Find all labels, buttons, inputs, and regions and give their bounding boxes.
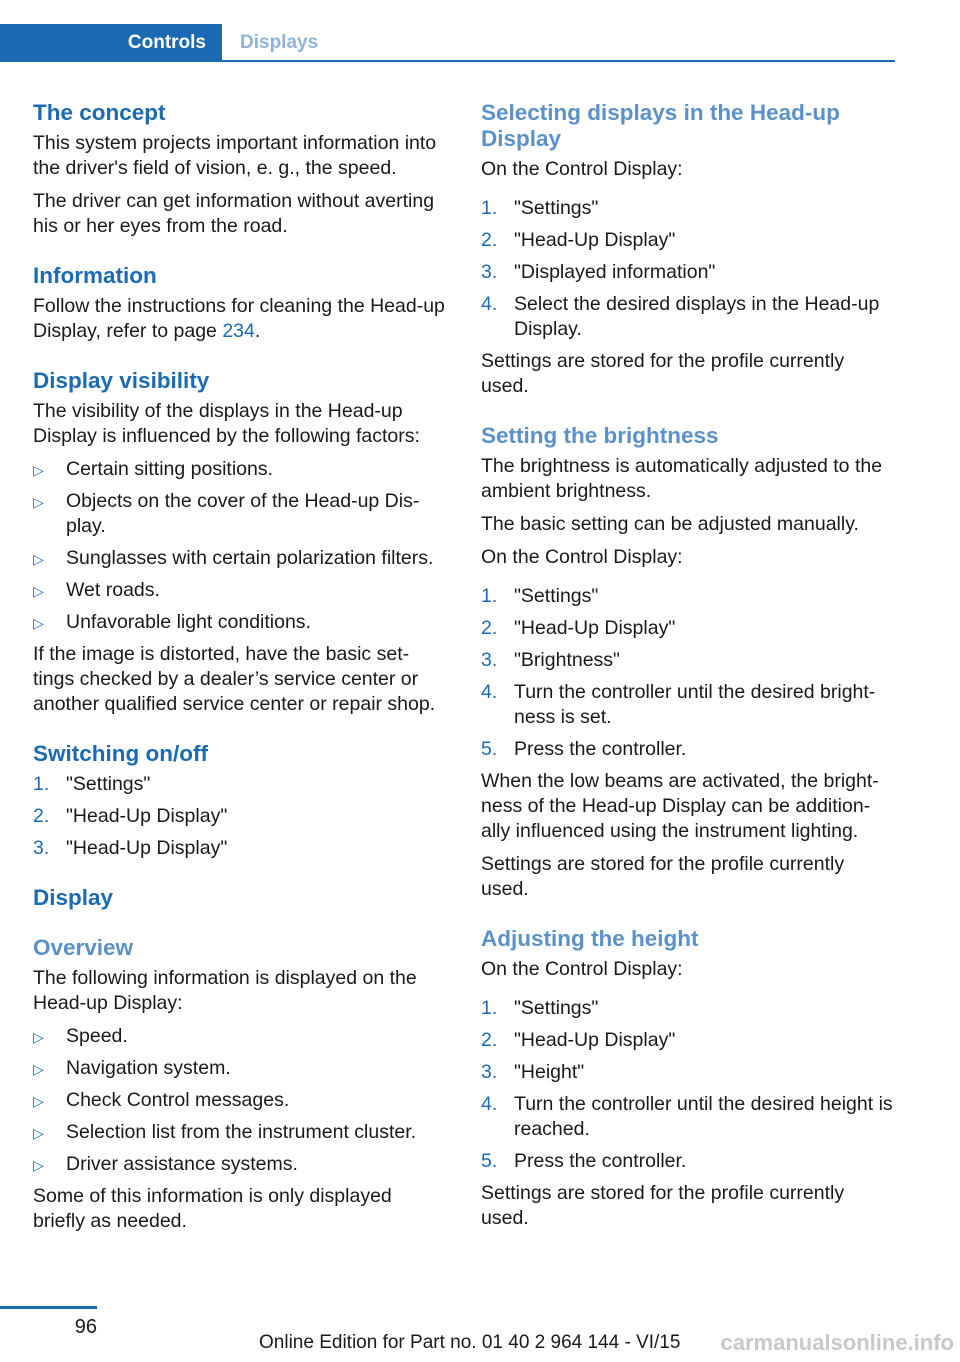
step-number: 2. [481, 617, 498, 639]
list-item [33, 804, 448, 829]
heading-overview: Overview [33, 935, 134, 960]
header-divider [0, 60, 895, 62]
brightness-paragraph-1: The brightness is automatically adjusted to the ambient brightness. [481, 455, 883, 502]
list-item [481, 737, 896, 762]
list-item-text: "Head-Up Display" [514, 617, 676, 639]
step-number: 5. [481, 1150, 498, 1172]
step-number: 1. [481, 997, 498, 1019]
heading-display-visibility: Display visibility [33, 368, 210, 393]
list-item [481, 1092, 896, 1142]
list-item [481, 1028, 896, 1053]
page-number: 96 [74, 1316, 97, 1338]
heading-information: Information [33, 263, 157, 288]
select-steps [481, 196, 896, 342]
triangle-right-icon: ▷ [33, 494, 44, 510]
step-number: 3. [481, 1061, 498, 1083]
list-item-text: Check Control messages. [66, 1089, 290, 1111]
right-column [481, 100, 896, 1239]
triangle-right-icon: ▷ [33, 1157, 44, 1173]
step-number: 5. [481, 738, 498, 760]
list-item-text: "Head-Up Display" [66, 837, 228, 859]
list-item-text: Press the controller. [514, 1150, 687, 1172]
visibility-paragraph: The visibility of the displays in the Head-up Display is influenced by the following factors: [33, 400, 420, 447]
page-reference-link[interactable]: 234 [222, 320, 255, 342]
step-number: 2. [481, 229, 498, 251]
watermark: carmanualsonline.info [720, 1330, 954, 1355]
list-item-text: Turn the controller until the desired height is reached. [514, 1093, 893, 1140]
concept-paragraph-2: The driver can get information without averting his or her eyes from the road. [33, 190, 435, 237]
list-item [33, 489, 448, 539]
triangle-right-icon: ▷ [33, 462, 44, 478]
list-item-text: Selection list from the instrument cluster. [66, 1121, 417, 1143]
list-item [481, 260, 896, 285]
list-item [481, 292, 896, 342]
left-column [33, 100, 448, 1242]
list-item [33, 836, 448, 861]
heading-display: Display [33, 885, 114, 910]
brightness-paragraph-5: Settings are stored for the profile currently used. [481, 853, 845, 900]
list-item-text: "Displayed information" [514, 261, 716, 283]
header-tabs [0, 24, 895, 62]
tab-controls[interactable]: Controls [0, 24, 222, 62]
list-item [33, 1024, 448, 1049]
list-item-text: "Brightness" [514, 649, 620, 671]
list-item-text: "Height" [514, 1061, 585, 1083]
list-item [33, 546, 448, 571]
tab-displays[interactable]: Displays [240, 32, 319, 53]
list-item-text: Certain sitting positions. [66, 458, 274, 480]
edition-text: Online Edition for Part no. 01 40 2 964 144 - VI/15 [259, 1332, 681, 1353]
list-item-text: Navigation system. [66, 1057, 231, 1079]
heading-selecting-displays: Selecting displays in the Head-up Display [481, 100, 840, 151]
select-paragraph-2: Settings are stored for the profile currently used. [481, 350, 845, 397]
list-item [33, 457, 448, 482]
list-item-text: Wet roads. [66, 579, 160, 601]
overview-list [33, 1024, 448, 1177]
triangle-right-icon: ▷ [33, 1061, 44, 1077]
brightness-steps [481, 584, 896, 762]
overview-paragraph-2: Some of this information is only displayed briefly as needed. [33, 1185, 392, 1232]
list-item [33, 1056, 448, 1081]
brightness-paragraph-2: The basic setting can be adjusted manually. [481, 513, 859, 535]
triangle-right-icon: ▷ [33, 1125, 44, 1141]
list-item [33, 578, 448, 603]
concept-paragraph-1: This system projects important information into the driver's field of vision, e. g., the speed. [33, 132, 437, 179]
footer-divider [0, 1306, 97, 1309]
list-item-text: Turn the controller until the desired bright-ness is set. [514, 681, 876, 728]
visibility-list [33, 457, 448, 635]
list-item [33, 610, 448, 635]
step-number: 2. [33, 805, 50, 827]
brightness-paragraph-4: When the low beams are activated, the bright-ness of the Head-up Display can be addition-ally influenced using the instrument lighting. [481, 770, 879, 842]
height-paragraph: On the Control Display: [481, 958, 683, 980]
select-paragraph: On the Control Display: [481, 158, 683, 180]
step-number: 1. [33, 773, 50, 795]
list-item-text: "Head-Up Display" [514, 229, 676, 251]
step-number: 2. [481, 1029, 498, 1051]
list-item [481, 196, 896, 221]
triangle-right-icon: ▷ [33, 1093, 44, 1109]
list-item [481, 584, 896, 609]
list-item-text: Unfavorable light conditions. [66, 611, 311, 633]
list-item-text: "Settings" [514, 997, 599, 1019]
step-number: 4. [481, 293, 498, 315]
step-number: 3. [481, 649, 498, 671]
list-item-text: Press the controller. [514, 738, 687, 760]
list-item-text: "Settings" [514, 197, 599, 219]
list-item-text: Objects on the cover of the Head-up Dis-play. [66, 490, 420, 537]
height-paragraph-2: Settings are stored for the profile currently used. [481, 1182, 845, 1229]
list-item-text: Driver assistance systems. [66, 1153, 298, 1175]
step-number: 3. [33, 837, 50, 859]
list-item-text: "Head-Up Display" [66, 805, 228, 827]
heading-switching: Switching on/off [33, 741, 208, 766]
information-text-end: . [254, 320, 261, 342]
triangle-right-icon: ▷ [33, 551, 44, 567]
switching-steps [33, 772, 448, 861]
overview-paragraph: The following information is displayed on the Head-up Display: [33, 967, 417, 1014]
brightness-paragraph-3: On the Control Display: [481, 546, 683, 568]
step-number: 1. [481, 197, 498, 219]
heading-concept: The concept [33, 100, 166, 125]
triangle-right-icon: ▷ [33, 615, 44, 631]
heading-brightness: Setting the brightness [481, 423, 719, 448]
heading-height: Adjusting the height [481, 926, 699, 951]
information-paragraph [33, 294, 448, 344]
list-item [481, 1060, 896, 1085]
list-item [481, 648, 896, 673]
step-number: 1. [481, 585, 498, 607]
list-item-text: Sunglasses with certain polarization filters. [66, 547, 434, 569]
step-number: 3. [481, 261, 498, 283]
list-item [481, 616, 896, 641]
list-item [33, 1120, 448, 1145]
height-steps [481, 996, 896, 1174]
visibility-paragraph-2: If the image is distorted, have the basic set-tings checked by a dealer’s service center or another qualified service center or repair shop. [33, 643, 436, 715]
list-item-text: "Head-Up Display" [514, 1029, 676, 1051]
list-item-text: Speed. [66, 1025, 128, 1047]
triangle-right-icon: ▷ [33, 583, 44, 599]
list-item [481, 228, 896, 253]
list-item [481, 996, 896, 1021]
step-number: 4. [481, 1093, 498, 1115]
list-item-text: "Settings" [66, 773, 151, 795]
step-number: 4. [481, 681, 498, 703]
list-item [481, 680, 896, 730]
information-text: Follow the instructions for cleaning the Head-up Display, refer to page [33, 295, 445, 342]
list-item [33, 1088, 448, 1113]
list-item-text: Select the desired displays in the Head-up Display. [514, 293, 880, 340]
list-item [481, 1149, 896, 1174]
list-item [33, 1152, 448, 1177]
triangle-right-icon: ▷ [33, 1029, 44, 1045]
list-item [33, 772, 448, 797]
list-item-text: "Settings" [514, 585, 599, 607]
